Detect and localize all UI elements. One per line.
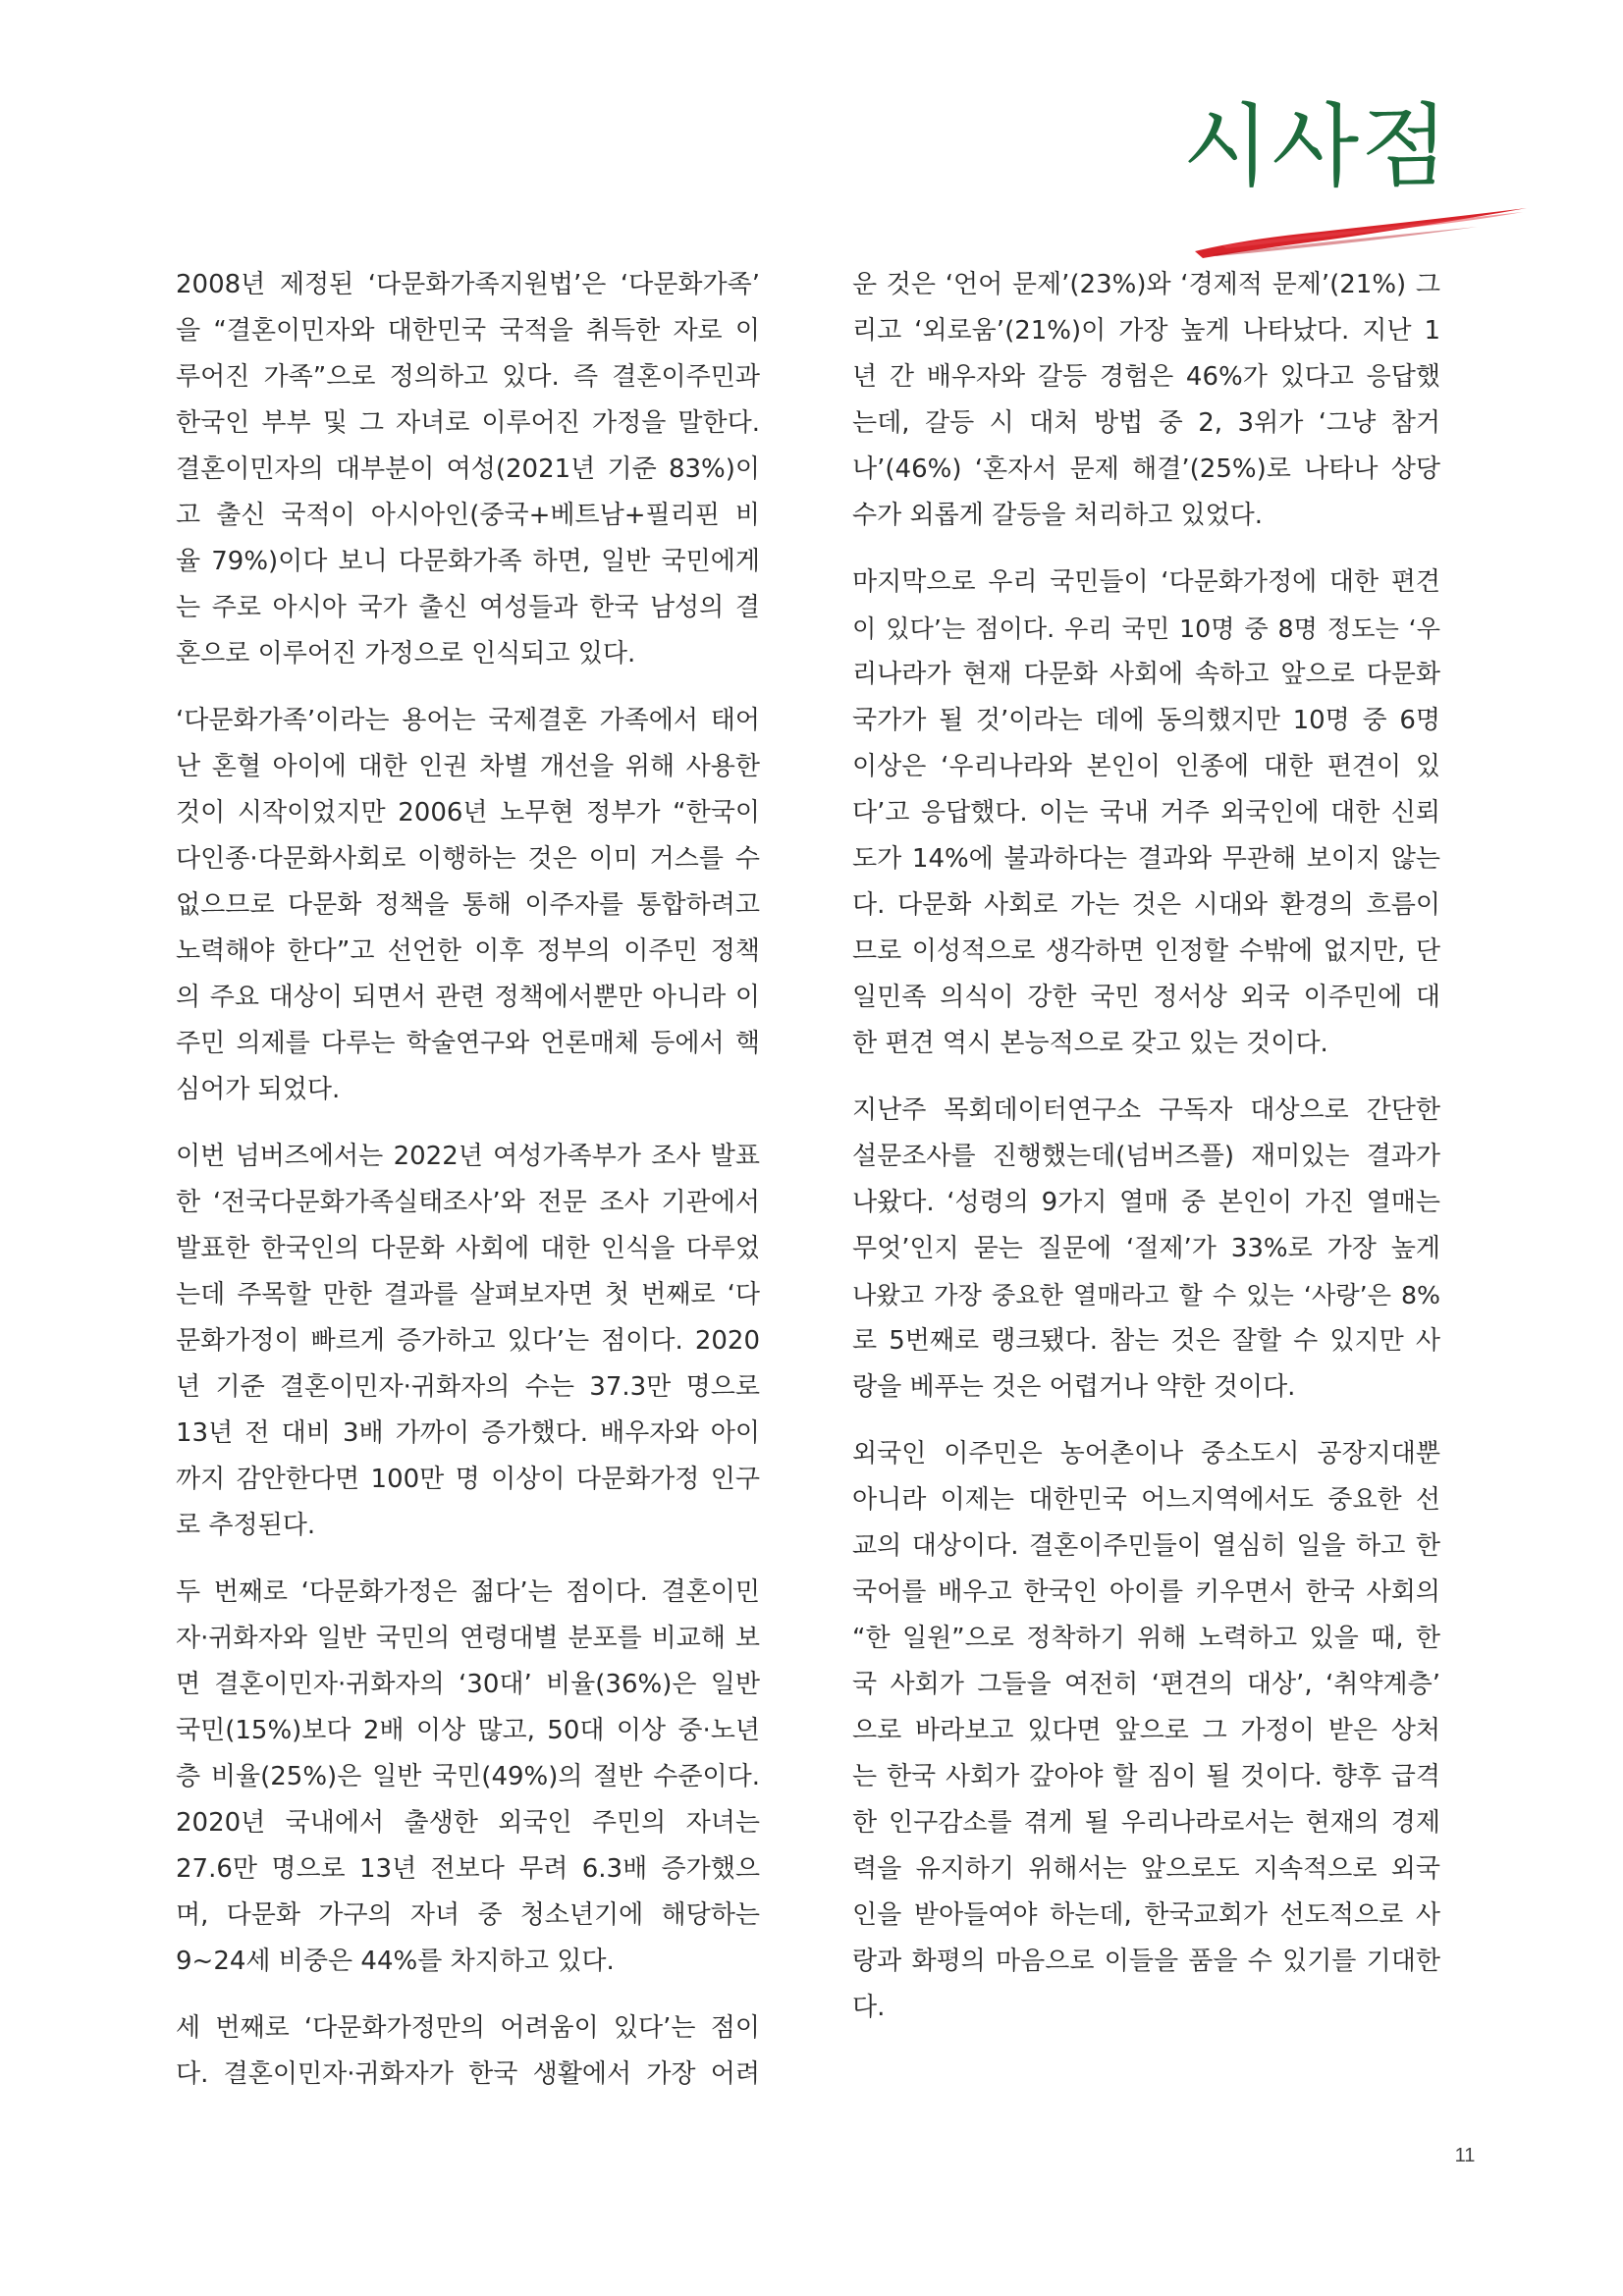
text-line: 는 한국 사회가 갚아야 할 짐이 될 것이다. 향후 급격	[852, 1762, 1440, 1791]
text-line: 로 추정된다.	[176, 1511, 316, 1540]
paragraph	[176, 262, 760, 677]
text-line: 난 혼혈 아이에 대한 인권 차별 개선을 위해 사용한	[176, 752, 760, 781]
text-line: 국가가 될 것’이라는 데에 동의했지만 10명 중 6명	[852, 706, 1440, 735]
paragraph	[176, 2005, 760, 2098]
text-line: 자·귀화자와 일반 국민의 연령대별 분포를 비교해 보	[176, 1624, 760, 1653]
text-line: 2008년 제정된 ‘다문화가족지원법’은 ‘다문화가족’	[176, 270, 760, 299]
text-line: 이상은 ‘우리나라와 본인이 인종에 대한 편견이 있	[852, 752, 1440, 781]
text-line: 노력해야 한다”고 선언한 이후 정부의 이주민 정책	[176, 936, 760, 966]
page-number: 11	[1454, 2145, 1476, 2166]
text-line: 는 주로 아시아 국가 출신 여성들과 한국 남성의 결	[176, 593, 760, 622]
text-line: 다. 결혼이민자·귀화자가 한국 생활에서 가장 어려	[176, 2059, 760, 2089]
text-line: 고 출신 국적이 아시아인(중국+베트남+필리핀 비	[176, 501, 760, 530]
text-line: 지난주 목회데이터연구소 구독자 대상으로 간단한	[852, 1095, 1440, 1125]
text-line: 한국인 부부 및 그 자녀로 이루어진 가정을 말한다.	[176, 408, 760, 438]
text-line: 아니라 이제는 대한민국 어느지역에서도 중요한 선	[852, 1485, 1440, 1515]
right-column	[852, 262, 1440, 2052]
paragraph	[176, 1570, 760, 1985]
text-line: 혼으로 이루어진 가정으로 인식되고 있다.	[176, 639, 636, 668]
text-line: 나왔고 가장 중요한 열매라고 할 수 있는 ‘사랑’은 8%	[852, 1281, 1440, 1309]
text-line: 층 비율(25%)은 일반 국민(49%)의 절반 수준이다.	[176, 1762, 760, 1791]
text-line: 는데 주목할 만한 결과를 살펴보자면 첫 번째로 ‘다	[176, 1280, 760, 1309]
text-line: 국민(15%)보다 2배 이상 많고, 50대 이상 중·노년	[176, 1716, 760, 1745]
text-line: 심어가 되었다.	[176, 1075, 341, 1104]
text-line: 두 번째로 ‘다문화가정은 젊다’는 점이다. 결혼이민	[176, 1577, 760, 1607]
text-line: 랑과 화평의 마음으로 이들을 품을 수 있기를 기대한	[852, 1947, 1440, 1976]
section-title: 시사점	[1182, 94, 1450, 199]
text-line: 므로 이성적으로 생각하면 인정할 수밖에 없지만, 단	[852, 936, 1440, 966]
text-line: 운 것은 ‘언어 문제’(23%)와 ‘경제적 문제’(21%) 그	[852, 270, 1440, 299]
text-line: 일민족 의식이 강한 국민 정서상 외국 이주민에 대	[852, 983, 1440, 1012]
text-line: 9~24세 비중은 44%를 차지하고 있다.	[176, 1947, 615, 1976]
text-line: 으로 바라보고 있다면 앞으로 그 가정이 받은 상처	[852, 1716, 1440, 1745]
text-line: 2020년 국내에서 출생한 외국인 주민의 자녀는	[176, 1808, 760, 1838]
paragraph	[176, 698, 760, 1113]
text-line: 27.6만 명으로 13년 전보다 무려 6.3배 증가했으	[176, 1854, 760, 1884]
text-line: 면 결혼이민자·귀화자의 ‘30대’ 비율(36%)은 일반	[176, 1670, 760, 1699]
text-line: 마지막으로 우리 국민들이 ‘다문화가정에 대한 편견	[852, 567, 1440, 597]
text-line: 한 편견 역시 본능적으로 갖고 있는 것이다.	[852, 1029, 1328, 1058]
text-line: 외국인 이주민은 농어촌이나 중소도시 공장지대뿐	[852, 1439, 1440, 1468]
text-line: 13년 전 대비 3배 가까이 증가했다. 배우자와 아이	[176, 1418, 760, 1448]
text-line: 리나라가 현재 다문화 사회에 속하고 앞으로 다문화	[852, 660, 1440, 689]
text-line: 나’(46%) ‘혼자서 문제 해결’(25%)로 나타나 상당	[852, 454, 1440, 484]
text-line: 년 기준 결혼이민자·귀화자의 수는 37.3만 명으로	[176, 1372, 760, 1402]
text-line: 는데, 갈등 시 대처 방법 중 2, 3위가 ‘그냥 참거	[852, 408, 1440, 438]
paragraph	[176, 1134, 760, 1549]
text-line: 이 있다’는 점이다. 우리 국민 10명 중 8명 정도는 ‘우	[852, 614, 1440, 643]
text-line: 나왔다. ‘성령의 9가지 열매 중 본인이 가진 열매는	[852, 1188, 1440, 1217]
text-line: 로 5번째로 랭크됐다. 참는 것은 잘할 수 있지만 사	[852, 1326, 1440, 1356]
text-line: 발표한 한국인의 다문화 사회에 대한 인식을 다루었	[176, 1234, 760, 1263]
paragraph	[852, 1431, 1440, 2031]
text-line: 교의 대상이다. 결혼이주민들이 열심히 일을 하고 한	[852, 1531, 1440, 1561]
paragraph	[852, 262, 1440, 539]
text-line: 다인종·다문화사회로 이행하는 것은 이미 거스를 수	[176, 844, 760, 874]
left-column	[176, 262, 760, 2118]
paragraph	[852, 1088, 1440, 1411]
text-line: 세 번째로 ‘다문화가정만의 어려움이 있다’는 점이	[176, 2013, 760, 2043]
text-line: 다’고 응답했다. 이는 국내 거주 외국인에 대한 신뢰	[852, 798, 1440, 828]
text-line: 것이 시작이었지만 2006년 노무현 정부가 “한국이	[176, 798, 760, 828]
text-line: 주민 의제를 다루는 학술연구와 언론매체 등에서 핵	[176, 1029, 760, 1058]
text-line: 한 인구감소를 겪게 될 우리나라로서는 현재의 경제	[852, 1808, 1440, 1838]
text-line: 설문조사를 진행했는데(넘버즈플) 재미있는 결과가	[852, 1142, 1440, 1171]
brush-stroke-decoration	[1183, 199, 1537, 264]
text-line: 도가 14%에 불과하다는 결과와 무관해 보이지 않는	[852, 844, 1440, 874]
text-line: 율 79%)이다 보니 다문화가족 하면, 일반 국민에게	[176, 547, 760, 576]
text-line: 인을 받아들여야 하는데, 한국교회가 선도적으로 사	[852, 1900, 1440, 1930]
text-line: 수가 외롭게 갈등을 처리하고 있었다.	[852, 501, 1264, 530]
paragraph	[852, 560, 1440, 1067]
text-line: 국어를 배우고 한국인 아이를 키우면서 한국 사회의	[852, 1577, 1440, 1607]
text-line: 결혼이민자의 대부분이 여성(2021년 기준 83%)이	[176, 454, 760, 484]
text-line: 다. 다문화 사회로 가는 것은 시대와 환경의 흐름이	[852, 890, 1440, 920]
text-line: 력을 유지하기 위해서는 앞으로도 지속적으로 외국	[852, 1854, 1440, 1884]
text-line: 다.	[852, 1993, 886, 2022]
text-line: 을 “결혼이민자와 대한민국 국적을 취득한 자로 이	[176, 316, 760, 346]
text-line: 리고 ‘외로움’(21%)이 가장 높게 나타났다. 지난 1	[852, 316, 1440, 346]
text-line: 국 사회가 그들을 여전히 ‘편견의 대상’, ‘취약계층’	[852, 1670, 1440, 1699]
text-line: 의 주요 대상이 되면서 관련 정책에서뿐만 아니라 이	[176, 983, 760, 1012]
text-line: ‘다문화가족’이라는 용어는 국제결혼 가족에서 태어	[176, 706, 760, 735]
text-line: 무엇’인지 묻는 질문에 ‘절제’가 33%로 가장 높게	[852, 1234, 1440, 1263]
text-line: 한 ‘전국다문화가족실태조사’와 전문 조사 기관에서	[176, 1188, 760, 1217]
text-line: 루어진 가족”으로 정의하고 있다. 즉 결혼이주민과	[176, 362, 760, 392]
text-line: 이번 넘버즈에서는 2022년 여성가족부가 조사 발표	[176, 1142, 760, 1171]
text-line: “한 일원”으로 정착하기 위해 노력하고 있을 때, 한	[852, 1624, 1440, 1653]
text-line: 랑을 베푸는 것은 어렵거나 약한 것이다.	[852, 1372, 1296, 1402]
text-line: 년 간 배우자와 갈등 경험은 46%가 있다고 응답했	[852, 362, 1440, 392]
text-line: 며, 다문화 가구의 자녀 중 청소년기에 해당하는	[176, 1900, 760, 1930]
text-line: 까지 감안한다면 100만 명 이상이 다문화가정 인구	[176, 1465, 760, 1494]
text-line: 문화가정이 빠르게 증가하고 있다’는 점이다. 2020	[176, 1326, 760, 1356]
text-line: 없으므로 다문화 정책을 통해 이주자를 통합하려고	[176, 890, 760, 920]
